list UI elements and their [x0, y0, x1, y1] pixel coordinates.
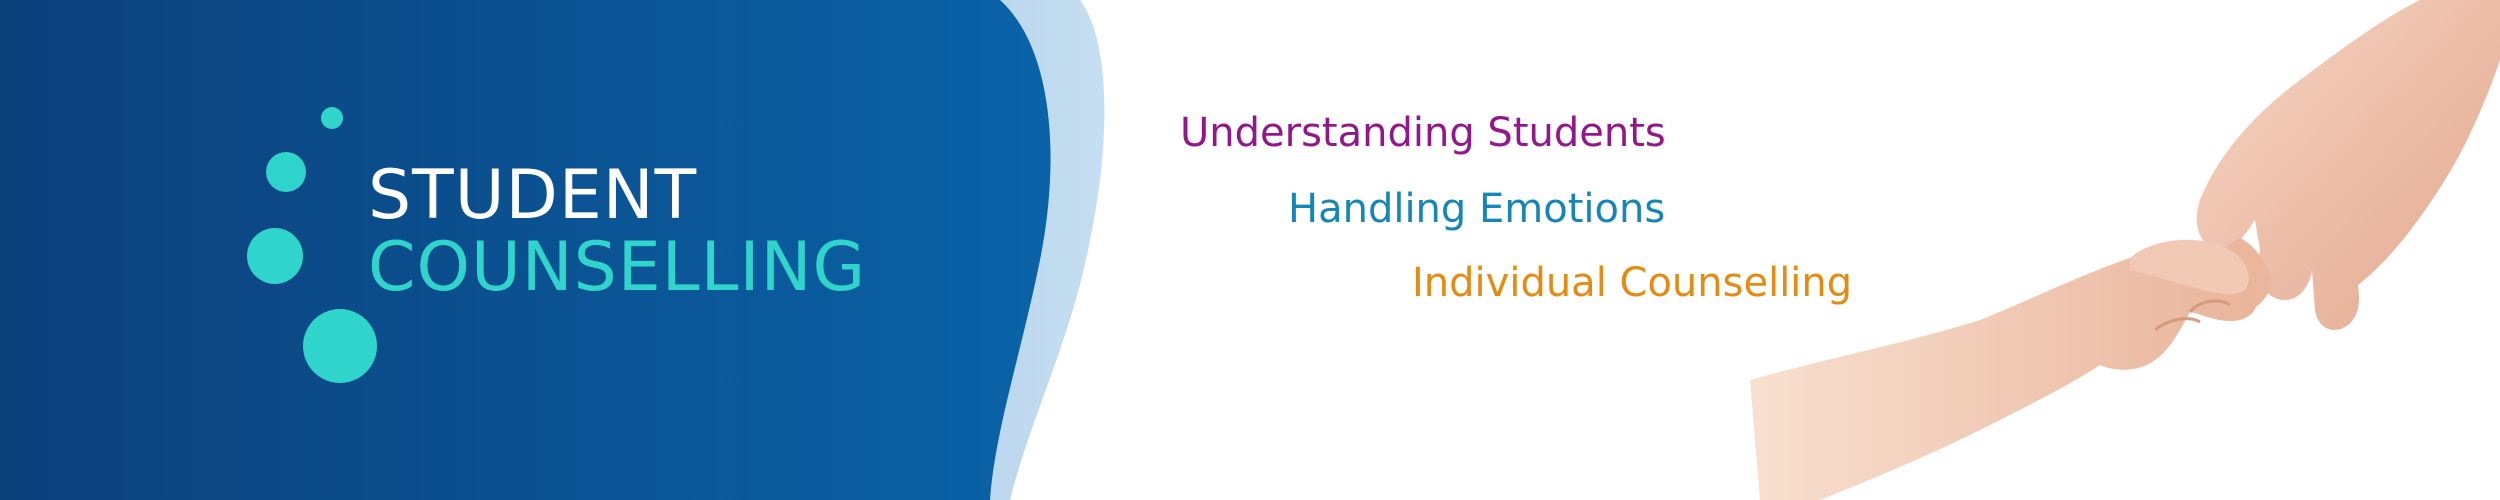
tagline-handling-emotions: Handling Emotions — [1288, 186, 1666, 232]
tagline-individual-counselling: Individual Counselling — [1412, 260, 1853, 306]
brand-title-line-2: COUNSELLING — [368, 228, 867, 307]
holding-hands-image — [1700, 0, 2500, 500]
tagline-understanding-students: Understanding Students — [1180, 110, 1666, 156]
brand-title-line-1: STUDENT — [368, 156, 698, 235]
child-hand-shape — [1750, 252, 2258, 500]
